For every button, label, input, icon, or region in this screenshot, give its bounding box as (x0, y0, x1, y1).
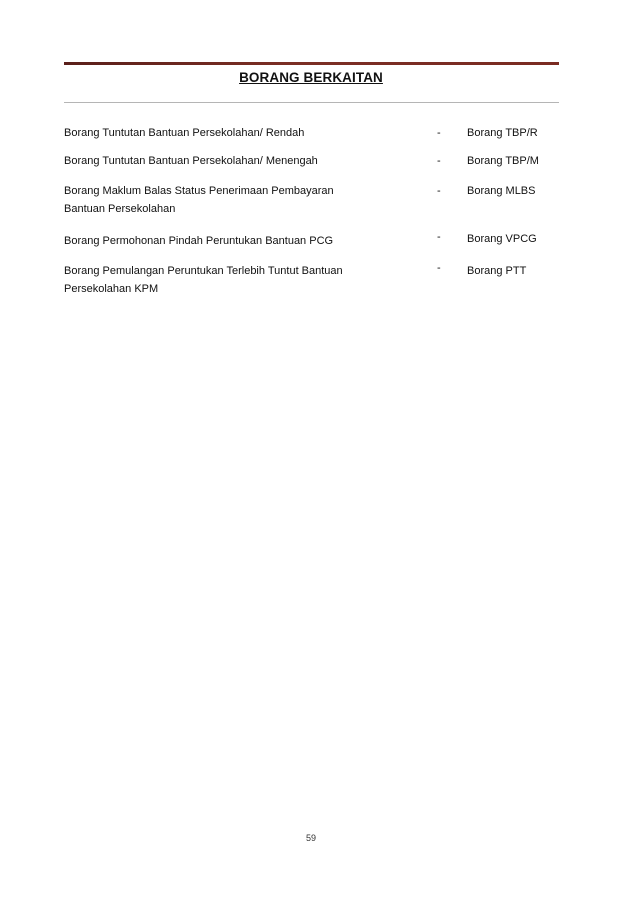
separator-dash: - (437, 127, 441, 139)
header-top-rule (64, 62, 559, 65)
form-code: Borang TBP/R (467, 127, 538, 139)
form-description: Borang Maklum Balas Status Penerimaan Pembayaran Bantuan Persekolahan (64, 185, 334, 215)
form-code: Borang TBP/M (467, 155, 539, 167)
form-code: Borang PTT (467, 265, 527, 277)
form-code: Borang MLBS (467, 185, 536, 197)
separator-dash: - (437, 185, 441, 197)
separator-dash: - (437, 262, 441, 274)
form-description: Borang Tuntutan Bantuan Persekolahan/ Menengah (64, 155, 318, 167)
page-title: BORANG BERKAITAN (239, 70, 383, 85)
separator-dash: - (437, 155, 441, 167)
form-description: Borang Tuntutan Bantuan Persekolahan/ Rendah (64, 127, 305, 139)
header-bottom-rule (64, 102, 559, 103)
form-description: Borang Pemulangan Peruntukan Terlebih Tuntut Bantuan Persekolahan KPM (64, 265, 343, 295)
page-number: 59 (305, 833, 316, 843)
separator-dash: - (437, 231, 441, 243)
form-description: Borang Permohonan Pindah Peruntukan Bantuan PCG (64, 235, 334, 247)
form-code: Borang VPCG (467, 233, 537, 245)
